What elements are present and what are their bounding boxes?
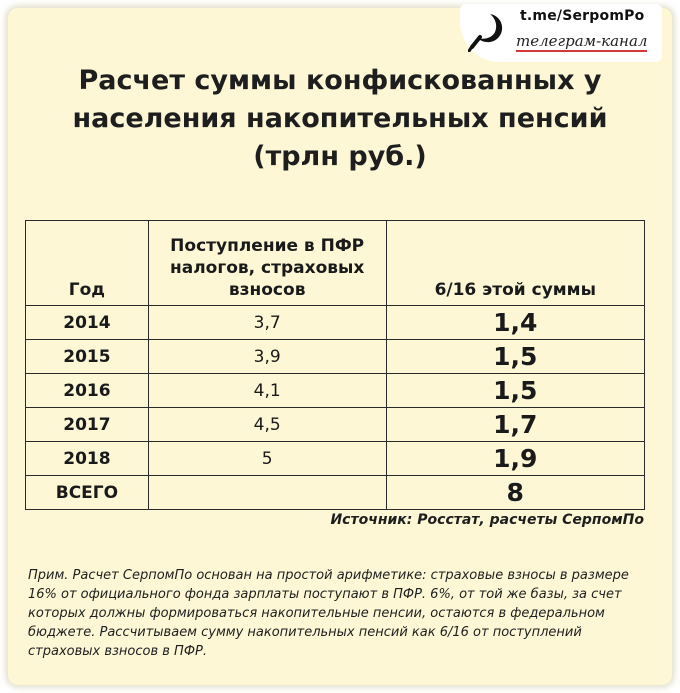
table-row (26, 374, 645, 408)
title-line-1: Расчет суммы конфискованных у (78, 65, 602, 96)
header-income-line-3: взносов (228, 280, 306, 300)
cell-share: 1,5 (386, 340, 644, 374)
cell-share: 1,9 (386, 442, 644, 476)
header-year: Год (26, 221, 149, 306)
channel-subtitle: телеграм-канал (516, 32, 648, 50)
table-row (26, 408, 645, 442)
cell-year: 2017 (26, 408, 149, 442)
table-row (26, 442, 645, 476)
cell-share: 1,7 (386, 408, 644, 442)
channel-url[interactable]: t.me/SerpomPo (520, 8, 645, 24)
header-income (148, 221, 386, 306)
cell-income: 5 (148, 442, 386, 476)
header-income-line-2: налогов, страховых (169, 258, 365, 278)
table-row (26, 306, 645, 340)
sickle-icon (468, 10, 508, 52)
cell-total-income (148, 476, 386, 510)
cell-income: 3,7 (148, 306, 386, 340)
cell-share: 1,4 (386, 306, 644, 340)
cell-year: 2018 (26, 442, 149, 476)
title-line-3: (трлн руб.) (253, 141, 427, 172)
cell-year: 2014 (26, 306, 149, 340)
cell-income: 4,5 (148, 408, 386, 442)
title-line-2: населения накопительных пенсий (72, 103, 608, 134)
cell-total-share: 8 (386, 476, 644, 510)
pension-table (25, 220, 645, 510)
cell-total-label: ВСЕГО (26, 476, 149, 510)
table-header-row (26, 221, 645, 306)
header-share: 6/16 этой суммы (386, 221, 644, 306)
footnote: Прим. Расчет СерпомПо основан на простой арифметике: страховые взносы в размере 16% от официального фонда зарплаты поступают в ПФР. 6%, от той же базы, за счет которых должны формироваться накопительные пенсии, остаются в федеральном бюджете. Рассчитываем сумму накопительных пенсий как 6/16 от поступлений страховых взносов в ПФР. (28, 568, 629, 659)
cell-income: 4,1 (148, 374, 386, 408)
table-row (26, 340, 645, 374)
cell-income: 3,9 (148, 340, 386, 374)
source-note: Источник: Росстат, расчеты СерпомПо (330, 512, 644, 528)
table-total-row (26, 476, 645, 510)
cell-year: 2016 (26, 374, 149, 408)
header-income-line-1: Поступление в ПФР (170, 236, 365, 256)
cell-share: 1,5 (386, 374, 644, 408)
cell-year: 2015 (26, 340, 149, 374)
page-title (20, 62, 660, 176)
channel-logo[interactable] (460, 4, 662, 62)
